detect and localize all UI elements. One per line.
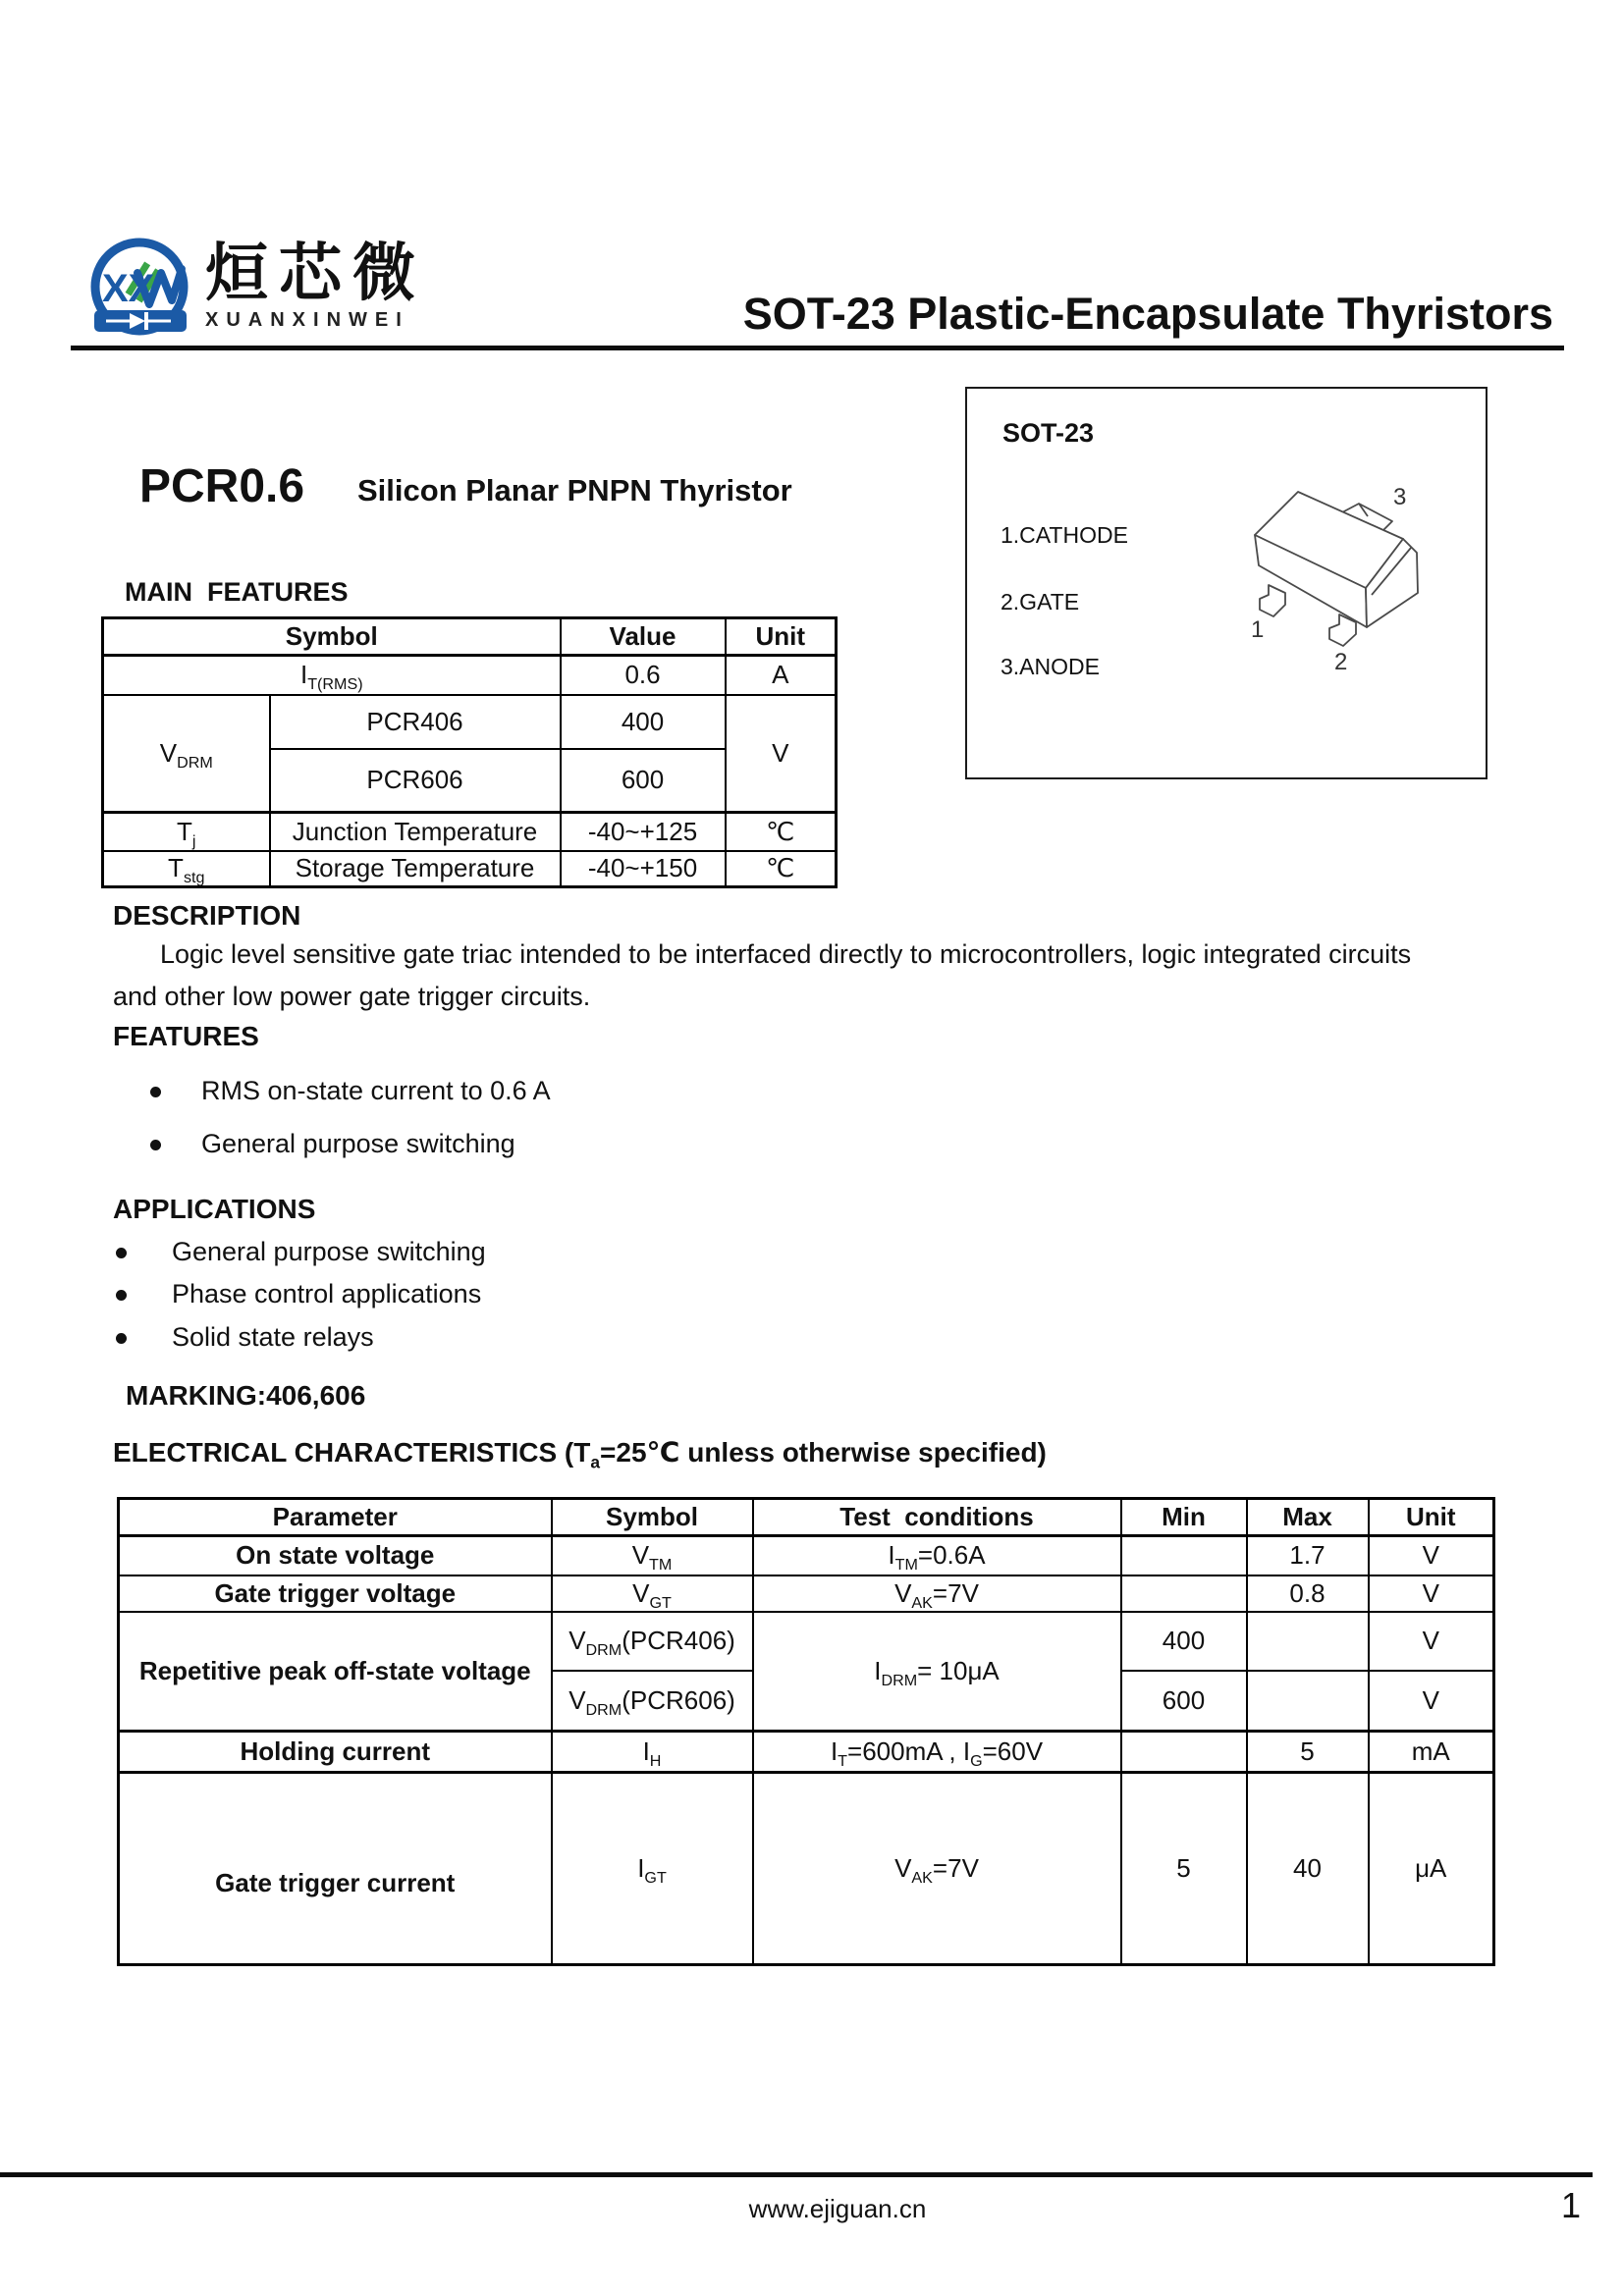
symbol-sub: T(RMS) [307, 675, 363, 694]
symbol-base: I [299, 660, 308, 690]
symbol-base: V [631, 1540, 650, 1571]
unit-cell: V [1369, 1536, 1494, 1575]
brand-name-en: XUANXINWEI [205, 309, 409, 331]
max-cell: 0.8 [1247, 1575, 1369, 1612]
variant-cell: PCR606 [270, 749, 561, 813]
symbol-base: I [642, 1736, 650, 1766]
unit-cell: V [1369, 1575, 1494, 1612]
application-item-label: General purpose switching [172, 1237, 486, 1266]
cond-tail: =7V [932, 1577, 979, 1608]
table-row [119, 1536, 1494, 1575]
parameter-header: Parameter [119, 1499, 552, 1536]
cond-tail: =7V [932, 1853, 979, 1883]
package-title: SOT-23 [1002, 418, 1095, 448]
unit-cell: V [1369, 1612, 1494, 1671]
unit-cell: mA [1369, 1732, 1494, 1773]
variant-cell: PCR406 [270, 695, 561, 749]
symbol-base: T [177, 816, 192, 846]
symbol-sub: DRM [177, 753, 213, 772]
main-features-heading: MAIN FEATURES [125, 577, 349, 607]
max-cell: 40 [1247, 1773, 1369, 1965]
table-row [103, 813, 837, 851]
table-header-row [103, 618, 837, 656]
symbol-cell [103, 695, 270, 813]
pin3-number: 3 [1393, 484, 1407, 510]
bullet-icon [150, 1140, 161, 1150]
cond-base: V [894, 1853, 912, 1883]
max-cell [1247, 1612, 1369, 1671]
unit-cell: V [726, 695, 837, 813]
min-header: Min [1121, 1499, 1247, 1536]
parameter-cell: Gate trigger current [119, 1773, 552, 1965]
symbol-cell [103, 656, 561, 695]
symbol-cell [552, 1732, 753, 1773]
max-cell [1247, 1671, 1369, 1732]
symbol-sub: GT [644, 1869, 667, 1888]
table-row [119, 1612, 1494, 1671]
pin1-lead [1260, 585, 1285, 616]
symbol-base: I [637, 1853, 645, 1883]
table-row [103, 851, 837, 887]
label-cell: Storage Temperature [270, 851, 561, 887]
logo-monogram: XX [102, 267, 155, 310]
symbol-cell [552, 1773, 753, 1965]
condition-cell [753, 1536, 1121, 1575]
part-subtitle: Silicon Planar PNPN Thyristor [357, 473, 792, 507]
cond-sub: AK [911, 1593, 933, 1612]
cond-base: I [874, 1655, 882, 1685]
symbol-cell [552, 1575, 753, 1612]
bullet-icon [150, 1087, 161, 1097]
max-cell: 5 [1247, 1732, 1369, 1773]
symbol-base: V [159, 737, 178, 768]
electrical-heading-post: =25℃ unless otherwise specified) [600, 1437, 1047, 1468]
max-header: Max [1247, 1499, 1369, 1536]
cond-sub: T [838, 1752, 848, 1771]
list-item [116, 1322, 374, 1353]
test-conditions-header: Test conditions [753, 1499, 1121, 1536]
table-row [119, 1773, 1494, 1965]
feature-item-label: RMS on-state current to 0.6 A [201, 1076, 551, 1105]
description-line-1: Logic level sensitive gate triac intended to be interfaced directly to microcontrollers, logic integrated circuits [160, 939, 1412, 969]
cond-sub: G [970, 1752, 983, 1771]
feature-item-label: General purpose switching [201, 1129, 515, 1158]
pin-3-label: 3.ANODE [1001, 654, 1100, 679]
cond-tail: =600mA , [847, 1736, 963, 1766]
cond-sub: TM [894, 1556, 918, 1575]
table-row [119, 1732, 1494, 1773]
min-cell [1121, 1575, 1247, 1612]
bullet-icon [116, 1248, 127, 1258]
electrical-heading [113, 1436, 1047, 1472]
electrical-heading-pre: ELECTRICAL CHARACTERISTICS (T [113, 1437, 591, 1468]
symbol-sub: H [649, 1752, 662, 1771]
cond-base: I [830, 1736, 839, 1766]
bullet-icon [116, 1290, 127, 1301]
symbol-sub: GT [649, 1593, 672, 1612]
symbol-base: V [568, 1626, 586, 1655]
cond-tail: =60V [982, 1736, 1044, 1766]
condition-cell [753, 1612, 1121, 1732]
description-heading: DESCRIPTION [113, 900, 301, 931]
symbol-header: Symbol [103, 618, 561, 656]
description-line-2: and other low power gate trigger circuits. [113, 982, 591, 1011]
unit-cell: μA [1369, 1773, 1494, 1965]
list-item [116, 1279, 481, 1309]
label-cell: Junction Temperature [270, 813, 561, 851]
symbol-header: Symbol [552, 1499, 753, 1536]
value-header: Value [561, 618, 726, 656]
value-cell: 0.6 [561, 656, 726, 695]
main-features-table [101, 616, 838, 888]
sot23-package-drawing [1224, 465, 1444, 685]
part-number: PCR0.6 [139, 460, 305, 512]
symbol-cell [103, 851, 270, 887]
list-item [150, 1129, 515, 1159]
parameter-cell: Holding current [119, 1732, 552, 1773]
max-cell: 1.7 [1247, 1536, 1369, 1575]
symbol-tail: (PCR406) [622, 1626, 735, 1655]
cond-base: V [894, 1577, 912, 1608]
min-cell [1121, 1732, 1247, 1773]
cond-sub: AK [911, 1869, 933, 1888]
condition-cell [753, 1575, 1121, 1612]
pin-1-label: 1.CATHODE [1001, 522, 1128, 548]
value-cell: 400 [561, 695, 726, 749]
cond-tail: =0.6A [917, 1540, 986, 1571]
symbol-sub: TM [649, 1556, 673, 1575]
unit-header: Unit [1369, 1499, 1494, 1536]
brand-block [205, 238, 426, 332]
table-row [103, 695, 837, 749]
unit-cell: A [726, 656, 837, 695]
list-item [116, 1237, 486, 1267]
cond-base: I [962, 1736, 971, 1766]
unit-cell: ℃ [726, 851, 837, 887]
pin1-number: 1 [1251, 616, 1265, 643]
list-item [150, 1076, 551, 1106]
value-cell: -40~+150 [561, 851, 726, 887]
cond-base: I [888, 1540, 895, 1571]
symbol-sub: DRM [585, 1641, 622, 1660]
unit-header: Unit [726, 618, 837, 656]
min-cell: 5 [1121, 1773, 1247, 1965]
brand-name-cn: 烜芯微 [205, 238, 426, 308]
min-cell [1121, 1536, 1247, 1575]
symbol-tail: (PCR606) [622, 1684, 735, 1715]
table-row [103, 656, 837, 695]
cond-sub: DRM [881, 1671, 918, 1689]
document-title: SOT-23 Plastic-Encapsulate Thyristors [742, 289, 1553, 339]
header-rule [71, 346, 1564, 350]
min-cell: 600 [1121, 1671, 1247, 1732]
unit-cell: V [1369, 1671, 1494, 1732]
electrical-heading-sub: a [590, 1452, 601, 1472]
application-item-label: Phase control applications [172, 1279, 482, 1308]
bullet-icon [116, 1333, 127, 1344]
symbol-sub: stg [183, 869, 205, 887]
symbol-cell [552, 1671, 753, 1732]
package-outline-box [965, 387, 1488, 779]
symbol-base: V [632, 1577, 650, 1608]
electrical-characteristics-table [117, 1497, 1495, 1966]
application-item-label: Solid state relays [172, 1322, 374, 1352]
page-number: 1 [1561, 2185, 1582, 2225]
min-cell: 400 [1121, 1612, 1247, 1671]
marking-text: MARKING:406,606 [126, 1380, 366, 1411]
unit-cell: ℃ [726, 813, 837, 851]
value-cell: -40~+125 [561, 813, 726, 851]
pin2-number: 2 [1334, 649, 1348, 675]
table-header-row [119, 1499, 1494, 1536]
value-cell: 600 [561, 749, 726, 813]
applications-heading: APPLICATIONS [113, 1194, 316, 1224]
symbol-base: V [568, 1684, 586, 1715]
parameter-cell: Repetitive peak off-state voltage [119, 1612, 552, 1732]
cond-tail: = 10μA [917, 1655, 1000, 1685]
condition-cell [753, 1732, 1121, 1773]
symbol-cell [103, 813, 270, 851]
symbol-cell [552, 1612, 753, 1671]
footer-url: www.ejiguan.cn [748, 2194, 927, 2223]
footer-rule [0, 2172, 1593, 2177]
table-row [119, 1575, 1494, 1612]
symbol-sub: DRM [585, 1700, 622, 1719]
parameter-cell: Gate trigger voltage [119, 1575, 552, 1612]
symbol-sub: j [191, 831, 196, 850]
symbol-base: T [168, 853, 184, 883]
parameter-cell: On state voltage [119, 1536, 552, 1575]
pin-2-label: 2.GATE [1001, 589, 1080, 614]
condition-cell [753, 1773, 1121, 1965]
symbol-cell [552, 1536, 753, 1575]
features-heading: FEATURES [113, 1021, 259, 1051]
xxw-logo [81, 236, 206, 346]
